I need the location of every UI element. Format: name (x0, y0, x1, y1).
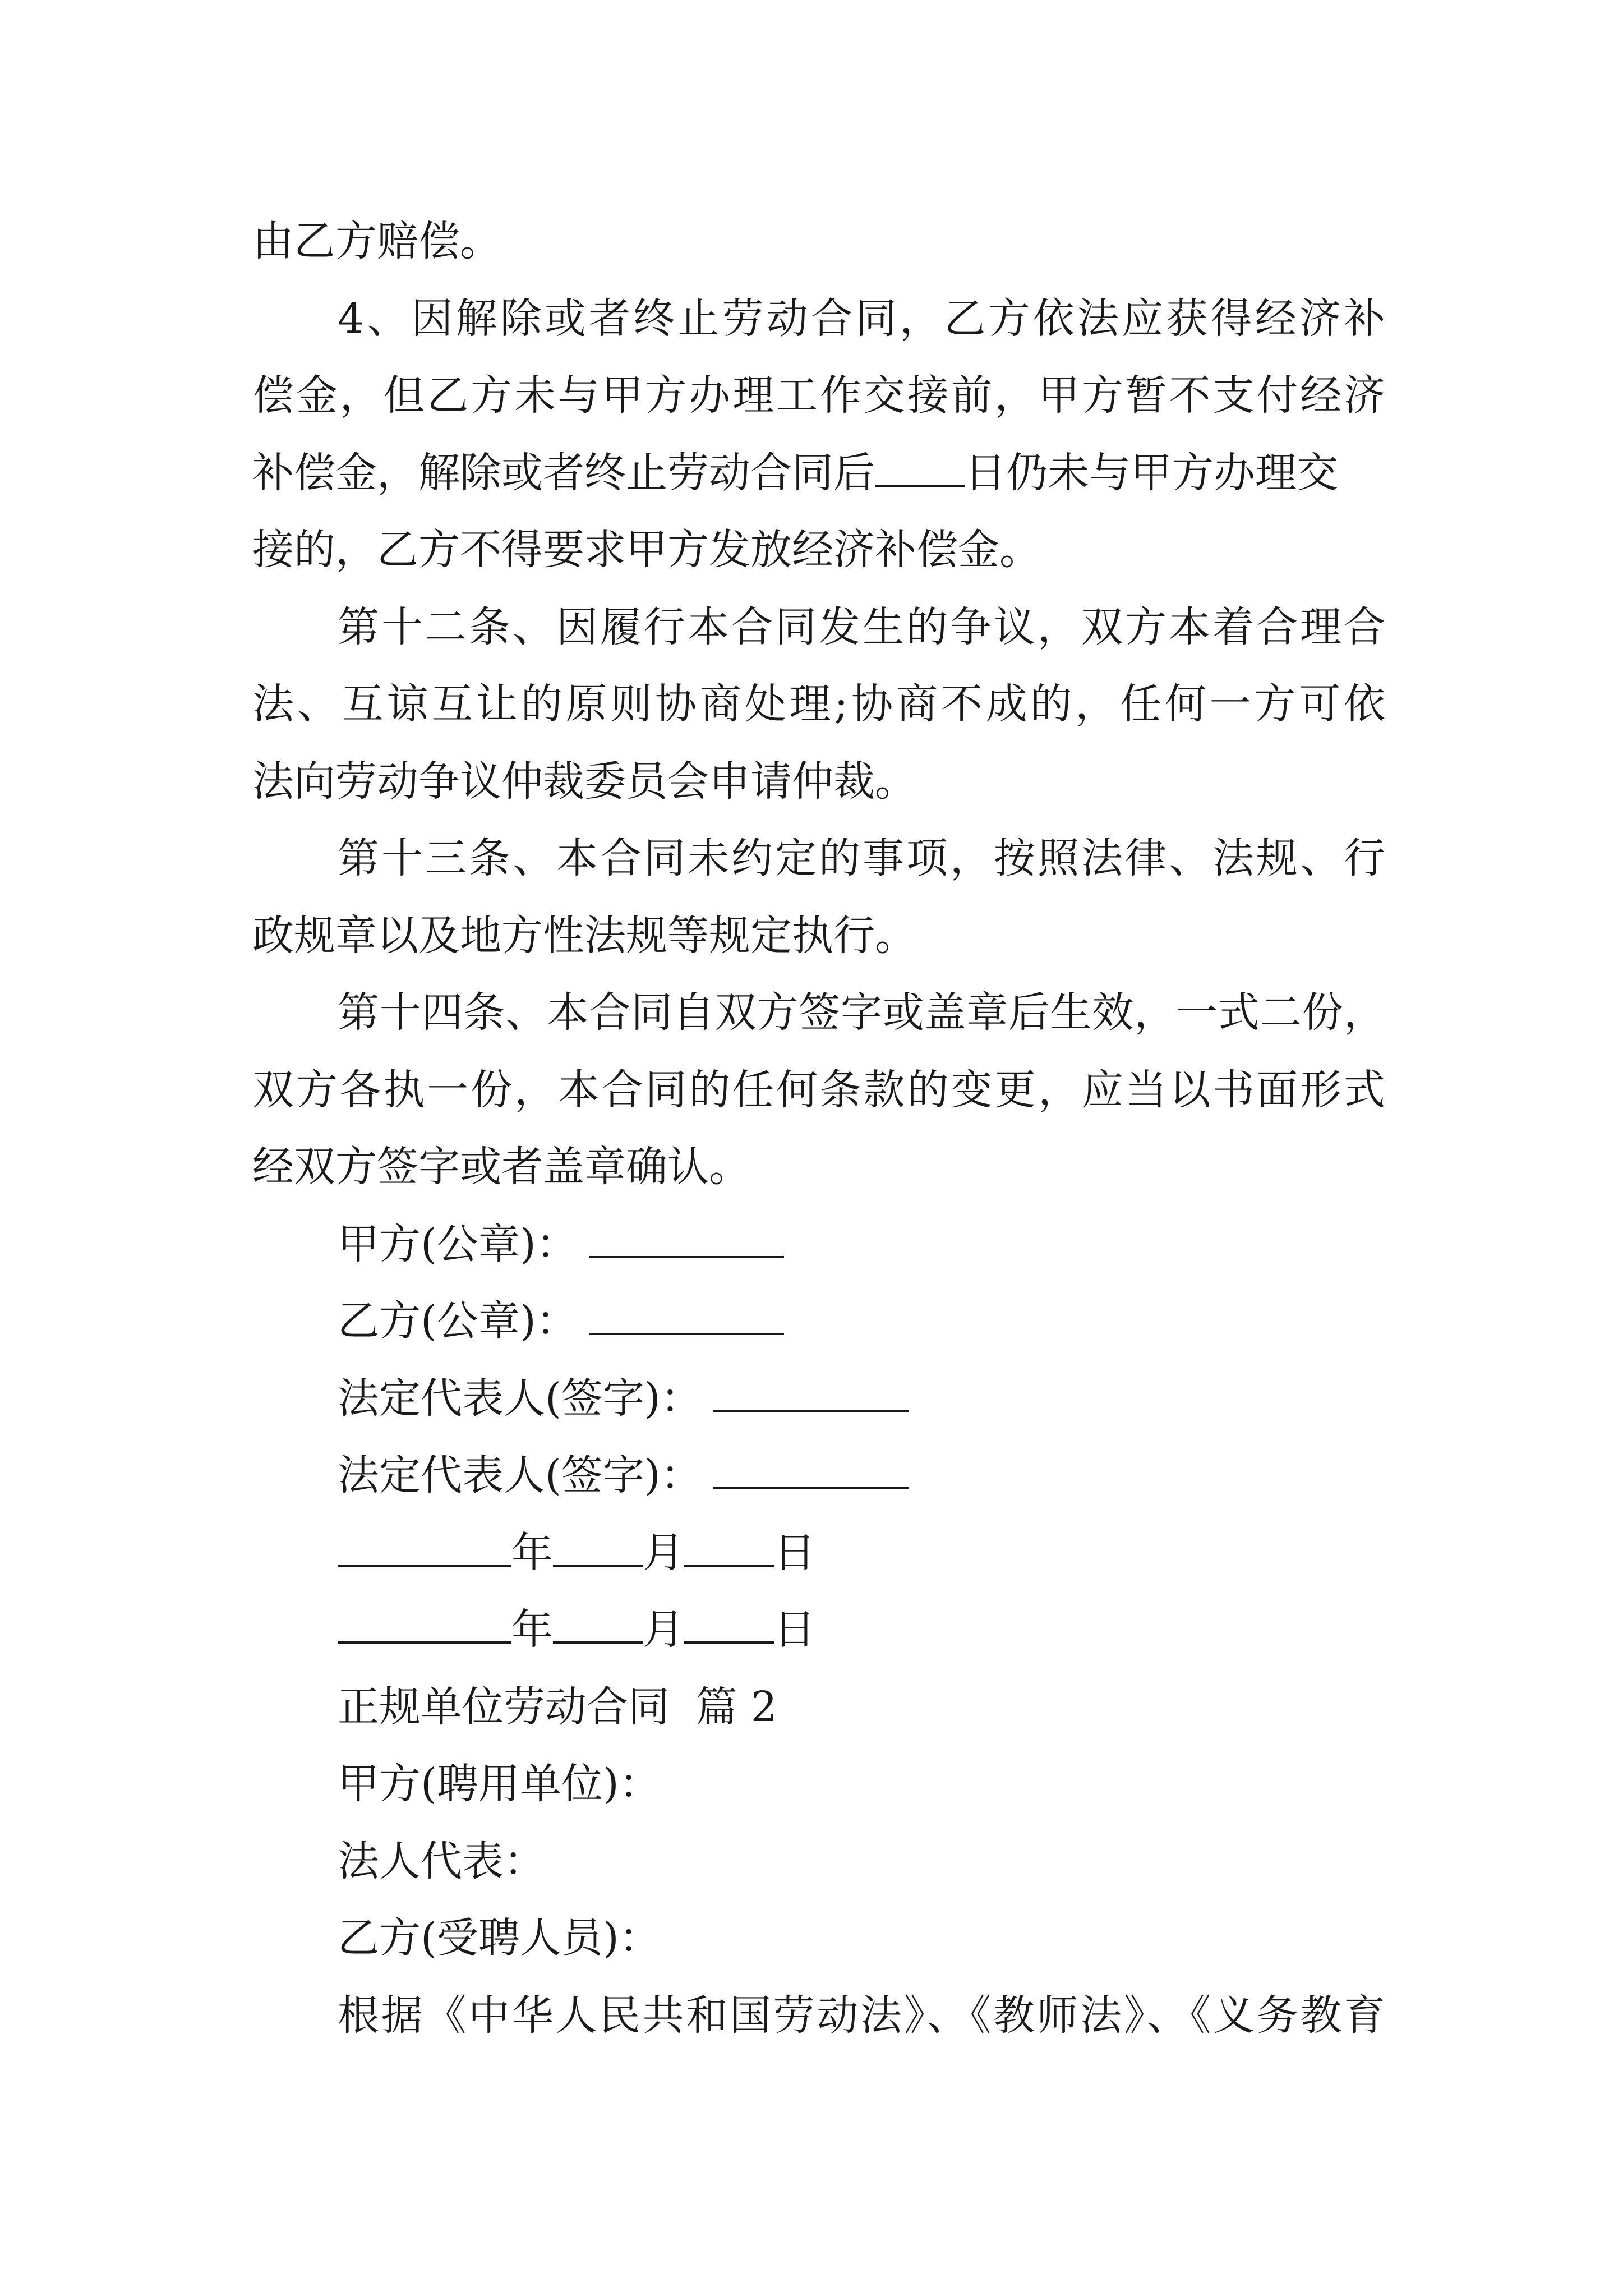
day-label: 日 (774, 1605, 815, 1654)
signature-blank[interactable] (589, 1223, 784, 1258)
paragraph-line: 政规章以及地方性法规等规定执行。 (252, 911, 916, 960)
date-line-2 (252, 1591, 1385, 1669)
signature-blank[interactable] (589, 1300, 784, 1335)
month-label: 月 (643, 1605, 684, 1654)
signature-party-a (252, 1206, 1385, 1283)
document-body (252, 203, 1385, 2054)
signature-legal-rep-1 (252, 1360, 1385, 1438)
paragraph-line: 经双方签字或者盖章确认。 (252, 1143, 750, 1191)
party-b-line: 乙方(受聘人员)： (338, 1914, 661, 1962)
paragraph-line: 双方各执一份，本合同的任何条款的变更，应当以书面形式 (252, 1065, 1385, 1114)
text-span: 日仍未与甲方办理交 (965, 448, 1338, 497)
paragraph-line: 第十三条、本合同未约定的事项，按照法律、法规、行 (338, 834, 1385, 882)
party-a-line: 甲方(聘用单位)： (338, 1760, 661, 1808)
signature-party-b (252, 1283, 1385, 1360)
year-blank[interactable] (338, 1532, 511, 1567)
signature-legal-rep-2 (252, 1437, 1385, 1515)
signature-blank[interactable] (713, 1378, 909, 1412)
paragraph-line-with-blank (252, 435, 1385, 512)
signature-label: 甲方(公章)： (338, 1220, 578, 1268)
date-line-1 (252, 1515, 1385, 1592)
paragraph-line: 根据《中华人民共和国劳动法》、《教师法》、《义务教育 (338, 1991, 1385, 2040)
day-label: 日 (774, 1528, 815, 1577)
fill-in-blank[interactable] (875, 452, 965, 487)
paragraph-line: 第十四条、本合同自双方签字或盖章后生效，一式二份， (338, 988, 1385, 1037)
section-title: 正规单位劳动合同 篇 2 (338, 1682, 777, 1731)
paragraph-line: 由乙方赔偿。 (252, 217, 501, 265)
month-blank[interactable] (553, 1609, 643, 1644)
paragraph-line: 法、互谅互让的原则协商处理;协商不成的，任何一方可依 (252, 680, 1385, 728)
month-blank[interactable] (553, 1532, 643, 1567)
paragraph-line: 偿金，但乙方未与甲方办理工作交接前，甲方暂不支付经济 (252, 371, 1385, 420)
paragraph-line: 法向劳动争议仲裁委员会申请仲裁。 (252, 757, 916, 806)
year-label: 年 (511, 1528, 553, 1577)
legal-person-line: 法人代表： (338, 1837, 545, 1885)
day-blank[interactable] (684, 1609, 774, 1644)
year-label: 年 (511, 1605, 553, 1654)
signature-label: 法定代表人(签字)： (338, 1374, 702, 1423)
year-blank[interactable] (338, 1609, 511, 1644)
paragraph-line: 4、因解除或者终止劳动合同，乙方依法应获得经济补 (338, 294, 1385, 343)
month-label: 月 (643, 1528, 684, 1577)
paragraph-line: 接的，乙方不得要求甲方发放经济补偿金。 (252, 526, 1041, 574)
signature-label: 乙方(公章)： (338, 1297, 578, 1345)
day-blank[interactable] (684, 1532, 774, 1567)
paragraph-line: 第十二条、因履行本合同发生的争议，双方本着合理合 (338, 602, 1385, 651)
signature-blank[interactable] (713, 1455, 909, 1489)
text-span: 补偿金，解除或者终止劳动合同后 (252, 448, 875, 497)
signature-label: 法定代表人(签字)： (338, 1451, 702, 1499)
